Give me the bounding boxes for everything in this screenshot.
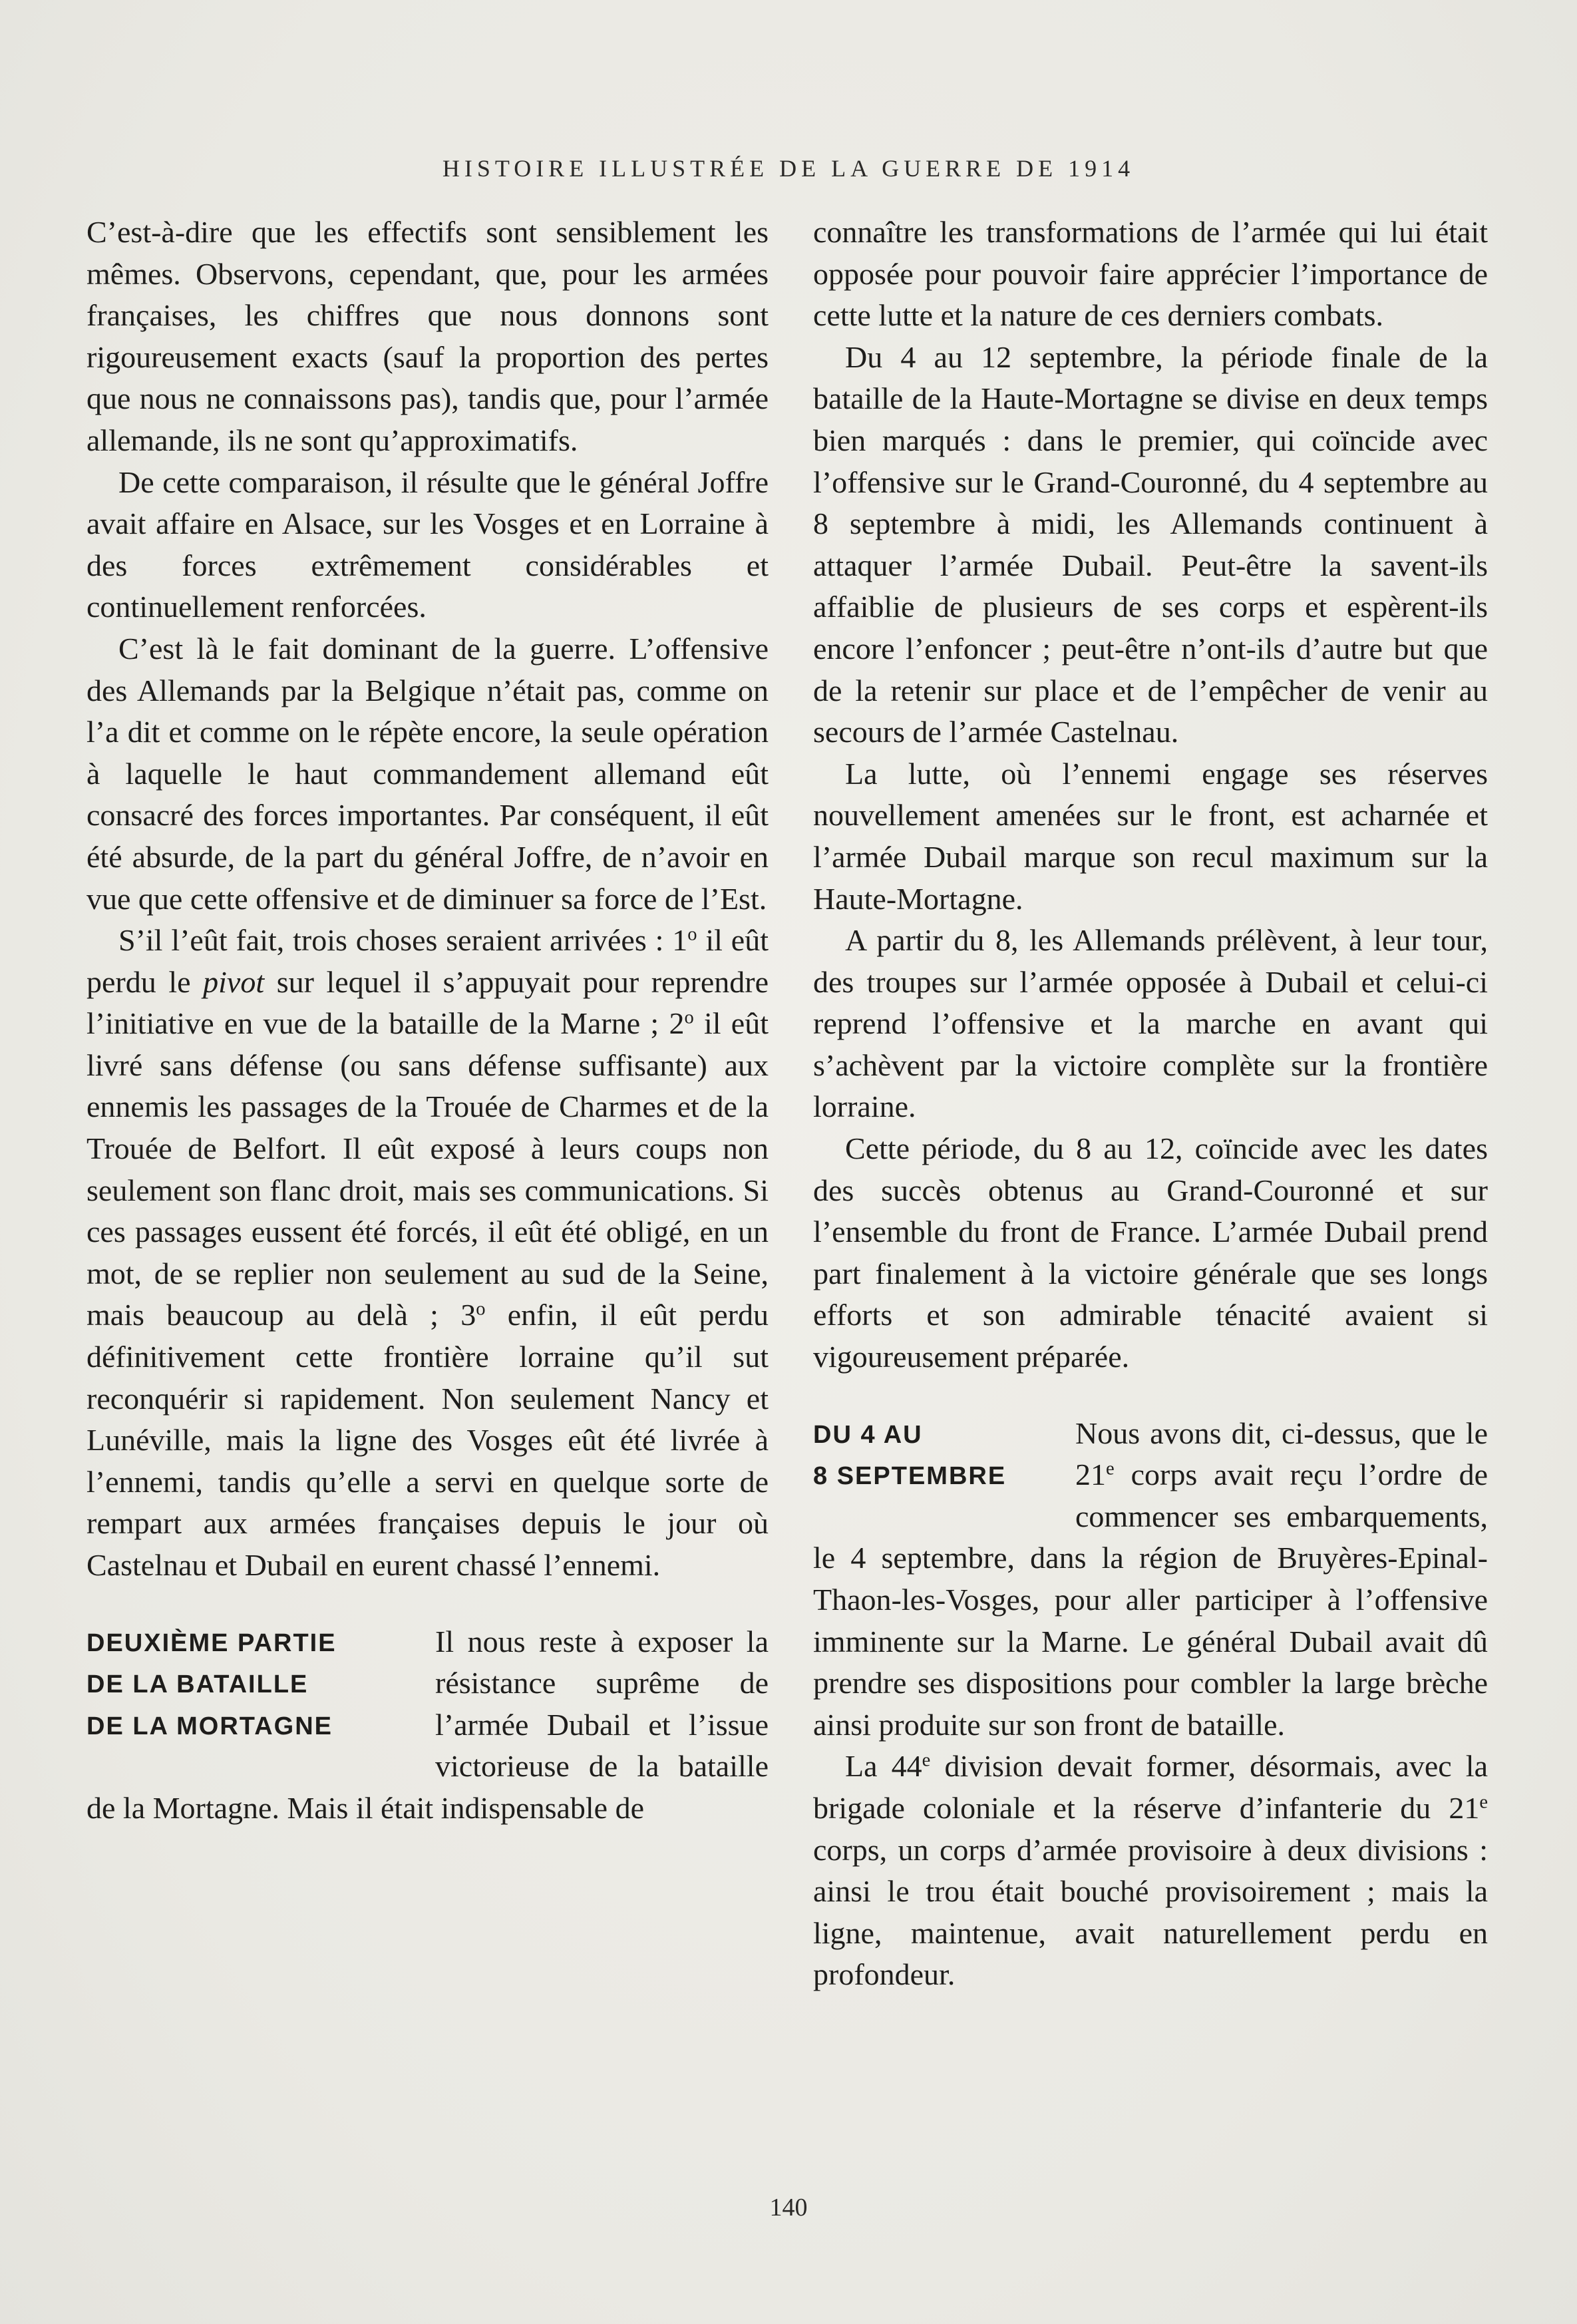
text-run: enfin, il eût perdu définitivement cette frontière lorraine qu’il sut reconquérir si rapidement. Non seulement Nancy et Lunéville, mais la ligne des Vosges eût été livrée à l’ennemi, tandis qu’elle a servi en quelque sorte de rempart aux armées françaises depuis le jour où Castelnau et Dubail en eurent chassé l’ennemi. (87, 1298, 769, 1582)
section-du-4-au-8-septembre (813, 1413, 1488, 1746)
ordinal-mark: o (476, 1298, 486, 1320)
section-heading (87, 1623, 419, 1748)
text-run: sur lequel il s’appuyait pour reprendre l’initiative en vue de la bataille de la Marne ; 2 (87, 964, 769, 1041)
section-heading-line: DE LA BATAILLE (87, 1670, 309, 1699)
paragraph (813, 1746, 1488, 1996)
text-run: Nous avons dit, ci-dessus, que le 21 (1075, 1416, 1488, 1492)
paragraph: Cette période, du 8 au 12, coïncide avec les dates des succès obtenus au Grand-Couronné et sur l’ensemble du front de France. L’armée Dubail prend part finalement à la victoire générale que ses longs efforts et son admirable ténacité avaient si vigoureusement préparée. (813, 1131, 1488, 1374)
paragraph: C’est-à-dire que les effectifs sont sensiblement les mêmes. Observons, cependant, que, pour les armées françaises, les chiffres que nous donnons sont rigoureusement exacts (sauf la proportion des pertes que nous ne connaissons pas), tandis que, pour l’armée allemande, ils ne sont qu’approximatifs. (87, 215, 769, 457)
running-title: HISTOIRE ILLUSTRÉE DE LA GUERRE DE 1914 (442, 155, 1135, 182)
text-run: division devait former, désormais, avec la brigade coloniale et la réserve d’infanterie du 21 (813, 1749, 1489, 1825)
ordinal-mark: o (687, 924, 697, 945)
ordinal-mark: e (1479, 1792, 1488, 1813)
paragraph: La lutte, où l’ennemi engage ses réserves nouvellement amenées sur le front, est acharnée et l’armée Dubail marque son recul maximum sur la Haute-Mortagne. (813, 756, 1488, 916)
text-run: S’il l’eût fait, trois choses seraient arrivées : 1 (118, 923, 688, 958)
section-heading-line: DEUXIÈME PARTIE (87, 1629, 337, 1657)
text-run: il eût perdu le (87, 923, 769, 999)
paragraph: Du 4 au 12 septembre, la période finale de la bataille de la Haute-Mortagne se divise en deux temps bien marqués : dans le premier, qui coïncide avec l’offensive sur le Grand-Couronné, du 4 septembre au 8 septembre à midi, les Allemands continuent à attaquer l’armée Dubail. Peut-être la savent-ils affaiblie de plusieurs de ses corps et espèrent-ils encore l’enfoncer ; peut-être n’ont-ils d’autre but que de la retenir sur place et de l’empêcher de venir au secours de l’armée Castelnau. (813, 339, 1488, 749)
ordinal-mark: o (684, 1007, 694, 1028)
paragraph (87, 920, 769, 1587)
section-heading (813, 1414, 1059, 1497)
section-heading-line: 8 SEPTEMBRE (813, 1462, 1007, 1491)
paragraph: C’est là le fait dominant de la guerre. L’offensive des Allemands par la Belgique n’était pas, comme on l’a dit et comme on le répète encore, la seule opération à laquelle le haut commandement allemand eût consacré des forces importantes. Par conséquent, il eût été absurde, de la part du général Joffre, de n’avoir en vue que cette offensive et de diminuer sa force de l’Est. (87, 631, 769, 916)
section-heading-line: DU 4 AU (813, 1420, 923, 1449)
text-run: corps, un corps d’armée provisoire à deux divisions : ainsi le trou était bouché provisoirement ; mais la ligne, maintenue, avait naturellement perdu en profondeur. (813, 1832, 1488, 1992)
text-run: il eût livré sans défense (ou sans défense suffisante) aux ennemis les passages de la Trouée de Charmes et de la Trouée de Belfort. Il eût exposé à leurs coups non seulement son flanc droit, mais ses communications. Si ces passages eussent été forcés, il eût été obligé, en un mot, de se replier non seulement au sud de la Seine, mais beaucoup au delà ; 3 (87, 1006, 769, 1332)
ordinal-mark: e (1106, 1458, 1115, 1479)
right-column (813, 212, 1488, 1996)
section-heading-line: DE LA MORTAGNE (87, 1712, 333, 1740)
paragraph: A partir du 8, les Allemands prélèvent, à leur tour, des troupes sur l’armée opposée à Dubail et celui-ci reprend l’offensive et la marche en avant qui s’achèvent par la victoire complète sur la frontière lorraine. (813, 923, 1488, 1124)
text-run: corps avait reçu l’ordre de commencer ses embarquements, le 4 septembre, dans la région de Bruyères-Epinal-Thaon-les-Vosges, pour aller participer à l’offensive imminente sur la Marne. Le général Dubail avait dû prendre ses dispositions pour combler la large brèche ainsi produite sur son front de bataille. (813, 1457, 1488, 1742)
paragraph: connaître les transformations de l’armée qui lui était opposée pour pouvoir faire apprécier l’importance de cette lutte et la nature de ces derniers combats. (813, 215, 1488, 333)
emphasis: pivot (203, 964, 265, 999)
page-number: 140 (769, 2194, 808, 2222)
left-column (87, 212, 769, 1830)
paragraph: De cette comparaison, il résulte que le général Joffre avait affaire en Alsace, sur les Vosges et en Lorraine à des forces extrêmement considérables et continuellement renforcées. (87, 465, 769, 624)
text-run: La 44 (845, 1749, 922, 1784)
paragraph: Il nous reste à exposer la résistance suprême de l’armée Dubail et l’issue victorieuse de la bataille de la Mortagne. Mais il était indispensable de (87, 1624, 769, 1825)
ordinal-mark: e (922, 1750, 931, 1771)
section-deuxieme-partie (87, 1621, 769, 1830)
